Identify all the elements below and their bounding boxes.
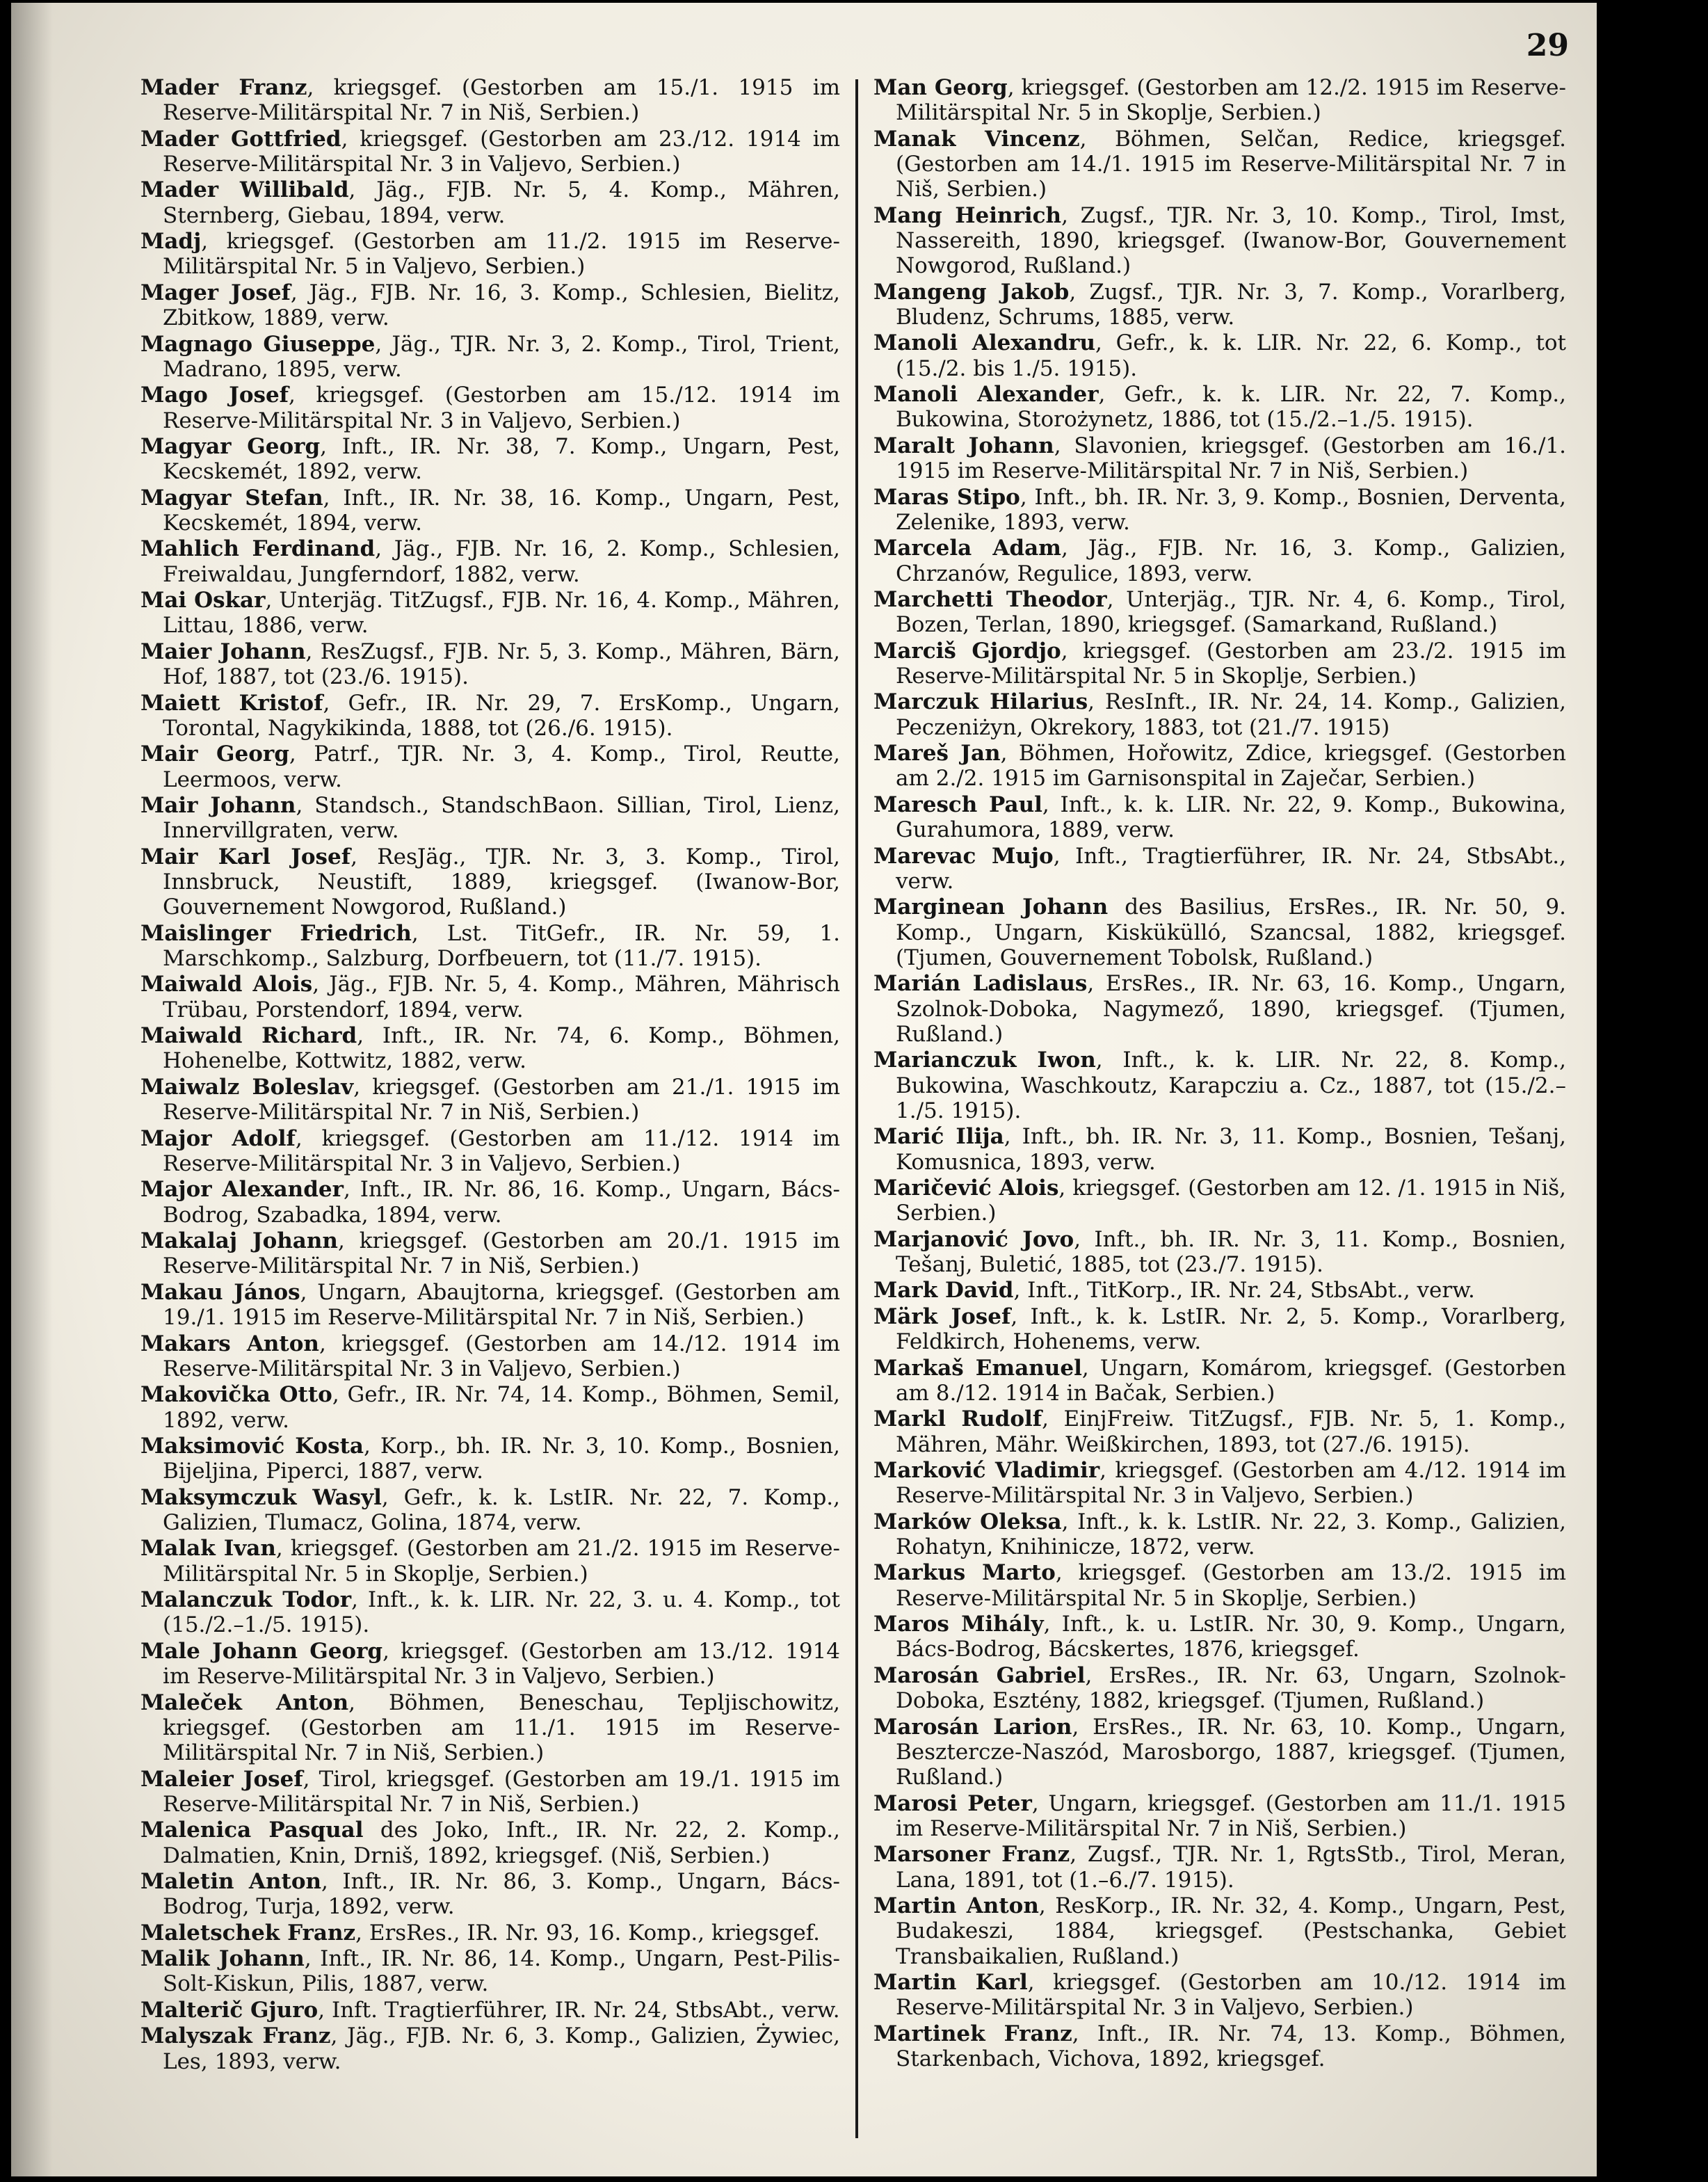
entry-name: Makars Anton — [140, 1331, 319, 1356]
entry-name: Manak Vincenz — [873, 126, 1080, 152]
entry-name: Markus Marto — [873, 1560, 1056, 1586]
entry-name: Maiwald Alois — [140, 972, 313, 997]
list-entry — [140, 2023, 840, 2074]
entry-name: Mai Oskar — [140, 588, 266, 613]
entry-name: Maiett Kristof — [140, 690, 323, 716]
list-entry — [140, 1280, 840, 1331]
entry-name: Marić Ilija — [873, 1124, 1004, 1150]
list-entry — [140, 434, 840, 485]
entry-details: , Inft., IR. Nr. 38, 7. Komp., Ungarn, Pest, Kecskemét, 1892, verw. — [163, 434, 840, 485]
entry-details: , Standsch., StandschBaon. Sillian, Tirol, Lienz, Innervillgraten, verw. — [163, 793, 840, 844]
entry-details: , kriegsgef. (Gestorben am 10./12. 1914 im Reserve-Militärspital Nr. 3 in Valjevo, Serbien.) — [896, 1970, 1566, 2021]
entry-name: Mangeng Jakob — [873, 279, 1070, 305]
right-column — [873, 75, 1566, 2072]
page-number: 29 — [1526, 28, 1569, 63]
list-entry — [873, 280, 1566, 330]
entry-name: Marković Vladimir — [873, 1458, 1100, 1484]
list-entry — [873, 639, 1566, 689]
entry-details: , Tirol, kriegsgef. (Gestorben am 19./1. 1915 im Reserve-Militärspital Nr. 7 in Niš, Serbien.) — [163, 1766, 840, 1817]
entry-name: Maričević Alois — [873, 1175, 1059, 1201]
list-entry — [140, 177, 840, 228]
list-entry — [140, 1126, 840, 1177]
list-entry — [140, 741, 840, 792]
entry-name: Maletin Anton — [140, 1868, 322, 1894]
list-entry — [140, 588, 840, 639]
entry-details: , Inft., IR. Nr. 86, 16. Komp., Ungarn, Bács-Bodrog, Szabadka, 1894, verw. — [163, 1177, 840, 1228]
list-entry — [873, 485, 1566, 536]
left-column — [140, 75, 840, 2075]
entry-name: Mark David — [873, 1278, 1014, 1303]
entry-details: , Jäg., TJR. Nr. 3, 2. Komp., Tirol, Trient, Madrano, 1895, verw. — [163, 331, 841, 382]
entry-details: , kriegsgef. (Gestorben am 13./12. 1914 im Reserve-Militärspital Nr. 3 in Valjevo, Serbien.) — [163, 1638, 840, 1690]
entry-details: , Gefr., k. k. LIR. Nr. 22, 7. Komp., Bukowina, Storożynetz, 1886, tot (15./2.–1./5. 1915). — [896, 382, 1566, 433]
list-entry — [140, 1485, 840, 1536]
entry-details: , kriegsgef. (Gestorben am 11./2. 1915 im Reserve-Militärspital Nr. 5 in Valjevo, Serbien.) — [163, 229, 840, 280]
entry-details: , Patrf., TJR. Nr. 3, 4. Komp., Tirol, Reutte, Leermoos, verw. — [163, 741, 840, 792]
entry-name: Mader Willibald — [140, 177, 349, 203]
list-entry — [140, 127, 840, 177]
entry-details: , Inft., k. k. LIR. Nr. 22, 3. u. 4. Komp., tot (15./2.–1./5. 1915). — [163, 1587, 840, 1638]
entry-details: , ResJäg., TJR. Nr. 3, 3. Komp., Tirol, Innsbruck, Neustift, 1889, kriegsgef. (Iwanow-Bor, Gouvernement Nowgorod, Rußland.) — [163, 844, 841, 920]
entry-details: , Inft., IR. Nr. 86, 3. Komp., Ungarn, Bács-Bodrog, Turja, 1892, verw. — [163, 1868, 841, 1920]
entry-name: Mair Karl Josef — [140, 844, 351, 869]
list-entry — [873, 1715, 1566, 1790]
entry-name: Madj — [140, 229, 202, 255]
entry-details: , ErsRes., IR. Nr. 63, 16. Komp., Ungarn, Szolnok-Doboka, Nagymező, 1890, kriegsgef. (Tjumen, Rußland.) — [896, 971, 1566, 1047]
entry-details: , Zugsf., TJR. Nr. 1, RgtsStb., Tirol, Meran, Lana, 1891, tot (1.–6./7. 1915). — [896, 1842, 1566, 1893]
entry-details: , kriegsgef. (Gestorben am 13./2. 1915 im Reserve-Militärspital Nr. 5 in Skoplje, Serbien.) — [896, 1560, 1566, 1611]
list-entry — [873, 382, 1566, 433]
entry-details: , Zugsf., TJR. Nr. 3, 10. Komp., Tirol, Imst, Nassereith, 1890, kriegsgef. (Iwanow-Bor, Gouvernement Nowgorod, Rußland.) — [896, 202, 1566, 279]
entry-details: des Joko, Inft., IR. Nr. 22, 2. Komp., Dalmatien, Knin, Drniš, 1892, kriegsgef. (Niš, Serbien.) — [163, 1818, 840, 1868]
entry-name: Marcela Adam — [873, 536, 1061, 561]
entry-details: , ErsRes., IR. Nr. 93, 16. Komp., kriegsgef. — [355, 1920, 821, 1946]
entry-name: Markl Rudolf — [873, 1406, 1042, 1432]
list-entry — [873, 741, 1566, 792]
entry-details: , Jäg., FJB. Nr. 5, 4. Komp., Mähren, Sternberg, Giebau, 1894, verw. — [163, 177, 840, 228]
entry-details: , ErsRes., IR. Nr. 63, 10. Komp., Ungarn, Besztercze-Naszód, Marosborgo, 1887, kriegsgef. (Tjumen, Rußland.) — [896, 1714, 1566, 1790]
entry-name: Marsoner Franz — [873, 1842, 1070, 1868]
list-entry — [140, 486, 840, 536]
entry-name: Man Georg — [873, 75, 1008, 100]
list-entry — [140, 1331, 840, 1382]
entry-name: Markaš Emanuel — [873, 1355, 1082, 1381]
list-entry — [140, 1382, 840, 1433]
list-entry — [140, 332, 840, 383]
list-entry — [140, 383, 840, 433]
entry-name: Marciš Gjordjo — [873, 638, 1061, 664]
entry-details: , Böhmen, Beneschau, Tepljischowitz, kriegsgef. (Gestorben am 11./1. 1915 im Reserve-Militärspital Nr. 7 in Niš, Serbien.) — [163, 1690, 840, 1766]
column-divider — [855, 79, 858, 2138]
entry-details: , Inft., bh. IR. Nr. 3, 11. Komp., Bosnien, Tešanj, Komusnica, 1893, verw. — [896, 1124, 1566, 1175]
entry-name: Mair Johann — [140, 793, 296, 819]
entry-name: Mago Josef — [140, 383, 289, 408]
entry-details: , Jäg., FJB. Nr. 16, 2. Komp., Schlesien, Freiwaldau, Jungferndorf, 1882, verw. — [163, 536, 840, 587]
entry-name: Magnago Giuseppe — [140, 331, 376, 357]
list-entry — [873, 1176, 1566, 1226]
entry-name: Major Alexander — [140, 1177, 344, 1203]
list-entry — [873, 844, 1566, 895]
list-entry — [140, 691, 840, 741]
list-entry — [873, 1560, 1566, 1611]
list-entry — [873, 895, 1566, 970]
entry-details: , Gefr., k. k. LstIR. Nr. 22, 7. Komp., Galizien, Tlumacz, Golina, 1874, verw. — [163, 1484, 840, 1535]
list-entry — [873, 1406, 1566, 1457]
entry-name: Marginean Johann — [873, 895, 1109, 920]
list-entry — [873, 75, 1566, 126]
entry-details: , kriegsgef. (Gestorben am 15./12. 1914 im Reserve-Militärspital Nr. 3 in Valjevo, Serbien.) — [163, 383, 840, 433]
entry-name: Maksymczuk Wasyl — [140, 1484, 382, 1510]
list-entry — [140, 1639, 840, 1690]
list-entry — [140, 1228, 840, 1279]
entry-name: Marián Ladislaus — [873, 971, 1088, 997]
entry-name: Marchetti Theodor — [873, 587, 1107, 612]
entry-name: Marosi Peter — [873, 1790, 1032, 1816]
entry-details: , Inft., k. k. LIR. Nr. 22, 8. Komp., Bukowina, Waschkoutz, Karapcziu a. Cz., 1887, tot (15./2.–1./5. 1915). — [896, 1048, 1566, 1123]
list-entry — [873, 1663, 1566, 1714]
list-entry — [140, 75, 840, 126]
entry-details: , Böhmen, Hořowitz, Zdice, kriegsgef. (Gestorben am 2./2. 1915 im Garnisonspital in Zaječar, Serbien.) — [896, 741, 1567, 792]
entry-details: , Inft., k. u. LstIR. Nr. 30, 9. Komp., Ungarn, Bács-Bodrog, Bácskertes, 1876, kriegsgef. — [896, 1612, 1566, 1662]
list-entry — [873, 1458, 1566, 1509]
entry-name: Malik Johann — [140, 1946, 305, 1972]
list-entry — [873, 1893, 1566, 1969]
entry-name: Malanczuk Todor — [140, 1587, 352, 1613]
list-entry — [873, 127, 1566, 202]
list-entry — [873, 1278, 1566, 1303]
entry-details: , kriegsgef. (Gestorben am 14./12. 1914 im Reserve-Militärspital Nr. 3 in Valjevo, Serbien.) — [163, 1331, 841, 1381]
document-page — [11, 3, 1597, 2176]
list-entry — [140, 280, 840, 331]
entry-name: Malyszak Franz — [140, 2023, 331, 2049]
list-entry — [140, 1075, 840, 1125]
entry-name: Maislinger Friedrich — [140, 920, 412, 946]
entry-details: , kriegsgef. (Gestorben am 12./2. 1915 im Reserve-Militärspital Nr. 5 in Skoplje, Serbien.) — [896, 75, 1566, 126]
entry-name: Maleier Josef — [140, 1766, 303, 1792]
list-entry — [873, 971, 1566, 1047]
entry-name: Marjanović Jovo — [873, 1226, 1074, 1252]
entry-details: , Unterjäg., TJR. Nr. 4, 6. Komp., Tirol, Bozen, Terlan, 1890, kriegsgef. (Samarkand, Rußland.) — [896, 587, 1566, 638]
list-entry — [140, 921, 840, 972]
entry-details: , kriegsgef. (Gestorben am 21./1. 1915 im Reserve-Militärspital Nr. 7 in Niš, Serbien.) — [163, 1074, 840, 1125]
list-entry — [873, 1612, 1566, 1662]
entry-name: Maresch Paul — [873, 792, 1042, 817]
list-entry — [140, 536, 840, 587]
entry-details: , kriegsgef. (Gestorben am 12. /1. 1915 in Niš, Serbien.) — [896, 1175, 1566, 1226]
entry-details: , Slavonien, kriegsgef. (Gestorben am 16./1. 1915 im Reserve-Militärspital Nr. 7 in Niš, Serbien.) — [896, 433, 1566, 484]
entry-details: , Inft., k. k. LstIR. Nr. 22, 3. Komp., Galizien, Rohatyn, Knihinicze, 1872, verw. — [896, 1509, 1566, 1560]
list-entry — [140, 1587, 840, 1638]
entry-details: , kriegsgef. (Gestorben am 4./12. 1914 im Reserve-Militärspital Nr. 3 in Valjevo, Serbien.) — [896, 1458, 1567, 1509]
list-entry — [140, 1023, 840, 1074]
entry-details: , Jäg., FJB. Nr. 5, 4. Komp., Mähren, Mährisch Trübau, Porstendorf, 1894, verw. — [163, 972, 840, 1022]
entry-name: Mager Josef — [140, 280, 291, 305]
entry-name: Makau János — [140, 1279, 300, 1305]
list-entry — [873, 1304, 1566, 1355]
list-entry — [140, 1434, 840, 1484]
entry-details: , Inft., Tragtierführer, IR. Nr. 24, StbsAbt., verw. — [896, 843, 1566, 894]
entry-details: , ResInft., IR. Nr. 24, 14. Komp., Galizien, Peczeniżyn, Okrekory, 1883, tot (21./7. 1915) — [896, 689, 1566, 740]
list-entry — [140, 844, 840, 920]
entry-details: , Inft., k. k. LIR. Nr. 22, 9. Komp., Bukowina, Gurahumora, 1889, verw. — [896, 792, 1566, 843]
entry-name: Magyar Georg — [140, 434, 321, 460]
list-entry — [873, 2021, 1566, 2072]
list-entry — [873, 330, 1566, 381]
list-entry — [873, 1970, 1566, 2021]
entry-name: Malak Ivan — [140, 1536, 276, 1562]
list-entry — [140, 1767, 840, 1818]
entry-details: , Lst. TitGefr., IR. Nr. 59, 1. Marschkomp., Salzburg, Dorfbeuern, tot (11./7. 1915). — [163, 920, 840, 972]
list-entry — [140, 1690, 840, 1766]
list-entry — [873, 1509, 1566, 1560]
list-entry — [873, 1356, 1566, 1406]
page-edge-shadow — [11, 3, 53, 2176]
entry-name: Major Adolf — [140, 1125, 296, 1151]
entry-details: , Ungarn, Abaujtorna, kriegsgef. (Gestorben am 19./1. 1915 im Reserve-Militärspital Nr. 7 in Niš, Serbien.) — [163, 1279, 840, 1331]
entry-name: Malterič Gjuro — [140, 1997, 319, 2023]
entry-name: Mader Gottfried — [140, 126, 341, 152]
list-entry — [873, 1842, 1566, 1893]
list-entry — [873, 1048, 1566, 1123]
list-entry — [140, 1998, 840, 2023]
entry-details: , Zugsf., TJR. Nr. 3, 7. Komp., Vorarlberg, Bludenz, Schrums, 1885, verw. — [896, 279, 1566, 330]
entry-name: Mareš Jan — [873, 741, 1001, 767]
entry-name: Maier Johann — [140, 639, 306, 664]
list-entry — [140, 1946, 840, 1997]
list-entry — [873, 536, 1566, 586]
entry-name: Märk Josef — [873, 1303, 1011, 1329]
entry-name: Mader Franz — [140, 75, 307, 100]
entry-details: , Inft., bh. IR. Nr. 3, 9. Komp., Bosnien, Derventa, Zelenike, 1893, verw. — [896, 484, 1566, 535]
entry-details: , Böhmen, Selčan, Redice, kriegsgef. (Gestorben am 14./1. 1915 im Reserve-Militärspital Nr. 7 in Niš, Serbien.) — [896, 126, 1566, 202]
list-entry — [140, 1869, 840, 1920]
list-entry — [140, 1177, 840, 1228]
entry-name: Maras Stipo — [873, 484, 1020, 510]
entry-name: Mair Georg — [140, 741, 289, 767]
list-entry — [873, 689, 1566, 740]
entry-name: Maletschek Franz — [140, 1920, 356, 1946]
entry-details: , Inft., IR. Nr. 74, 13. Komp., Böhmen, Starkenbach, Vichova, 1892, kriegsgef. — [896, 2021, 1566, 2072]
list-entry — [140, 793, 840, 844]
entry-name: Magyar Stefan — [140, 485, 323, 511]
entry-details: , Jäg., FJB. Nr. 16, 3. Komp., Schlesien, Bielitz, Zbitkow, 1889, verw. — [163, 280, 840, 331]
entry-name: Marczuk Hilarius — [873, 689, 1088, 715]
entry-details: , EinjFreiw. TitZugsf., FJB. Nr. 5, 1. Komp., Mähren, Mähr. Weißkirchen, 1893, tot (27./6. 1915). — [896, 1406, 1566, 1457]
entry-name: Martinek Franz — [873, 2021, 1072, 2046]
list-entry — [873, 587, 1566, 638]
list-entry — [140, 229, 840, 280]
list-entry — [140, 1818, 840, 1868]
entry-name: Maiwalz Boleslav — [140, 1074, 354, 1100]
list-entry — [140, 1920, 840, 1946]
entry-details: , Inft. Tragtierführer, IR. Nr. 24, StbsAbt., verw. — [318, 1997, 840, 2023]
entry-name: Mahlich Ferdinand — [140, 536, 376, 562]
entry-details: , ErsRes., IR. Nr. 63, Ungarn, Szolnok-Doboka, Esztény, 1882, kriegsgef. (Tjumen, Rußland.) — [896, 1662, 1566, 1714]
entry-details: , kriegsgef. (Gestorben am 23./12. 1914 im Reserve-Militärspital Nr. 3 in Valjevo, Serbien.) — [163, 126, 840, 177]
entry-name: Makovička Otto — [140, 1382, 332, 1408]
entry-details: , ResZugsf., FJB. Nr. 5, 3. Komp., Mähren, Bärn, Hof, 1887, tot (23./6. 1915). — [163, 639, 841, 690]
entry-details: , Ungarn, Komárom, kriegsgef. (Gestorben am 8./12. 1914 in Bačak, Serbien.) — [896, 1355, 1566, 1406]
entry-name: Maiwald Richard — [140, 1023, 357, 1049]
entry-details: , Jäg., FJB. Nr. 6, 3. Komp., Galizien, Żywiec, Les, 1893, verw. — [163, 2023, 840, 2074]
entry-name: Marevac Mujo — [873, 843, 1054, 869]
list-entry — [140, 1536, 840, 1587]
entry-details: , Gefr., IR. Nr. 29, 7. ErsKomp., Ungarn, Torontal, Nagykikinda, 1888, tot (26./6. 1915). — [163, 690, 840, 741]
entry-details: , kriegsgef. (Gestorben am 23./2. 1915 im Reserve-Militärspital Nr. 5 in Skoplje, Serbien.) — [896, 638, 1566, 689]
entry-details: , Unterjäg. TitZugsf., FJB. Nr. 16, 4. Komp., Mähren, Littau, 1886, verw. — [163, 588, 840, 639]
list-entry — [140, 972, 840, 1022]
entry-details: , Jäg., FJB. Nr. 16, 3. Komp., Galizien, Chrzanów, Regulice, 1893, verw. — [896, 536, 1567, 586]
entry-name: Maros Mihály — [873, 1612, 1044, 1637]
list-entry — [873, 203, 1566, 279]
list-entry — [873, 792, 1566, 843]
entry-name: Martin Karl — [873, 1970, 1028, 1996]
entry-name: Marianczuk Iwon — [873, 1048, 1096, 1073]
entry-name: Martin Anton — [873, 1893, 1039, 1919]
entry-name: Marosán Gabriel — [873, 1662, 1086, 1688]
entry-name: Maksimović Kosta — [140, 1433, 364, 1459]
list-entry — [873, 1791, 1566, 1842]
entry-details: , Gefr., IR. Nr. 74, 14. Komp., Böhmen, Semil, 1892, verw. — [163, 1382, 840, 1433]
entry-name: Manoli Alexander — [873, 382, 1099, 408]
entry-details: , Inft., IR. Nr. 86, 14. Komp., Ungarn, Pest-Pilis-Solt-Kiskun, Pilis, 1887, verw. — [163, 1946, 840, 1997]
entry-details: , Inft., TitKorp., IR. Nr. 24, StbsAbt., verw. — [1013, 1278, 1475, 1303]
entry-name: Marosán Larion — [873, 1714, 1072, 1740]
entry-name: Maralt Johann — [873, 433, 1054, 458]
entry-name: Maleček Anton — [140, 1690, 349, 1715]
list-entry — [873, 433, 1566, 484]
entry-details: , Inft., IR. Nr. 38, 16. Komp., Ungarn, Pest, Kecskemét, 1894, verw. — [163, 485, 840, 536]
entry-name: Malenica Pasqual — [140, 1818, 364, 1843]
entry-details: , Ungarn, kriegsgef. (Gestorben am 11./1. 1915 im Reserve-Militärspital Nr. 7 in Niš, Serbien.) — [896, 1790, 1566, 1841]
entry-name: Marków Oleksa — [873, 1509, 1062, 1534]
list-entry — [873, 1227, 1566, 1278]
entry-details: , Gefr., k. k. LIR. Nr. 22, 6. Komp., tot (15./2. bis 1./5. 1915). — [896, 330, 1567, 381]
entry-details: , Inft., bh. IR. Nr. 3, 11. Komp., Bosnien, Tešanj, Buletić, 1885, tot (23./7. 1915). — [896, 1226, 1566, 1277]
entry-name: Male Johann Georg — [140, 1638, 383, 1664]
list-entry — [873, 1124, 1566, 1175]
entry-details: , kriegsgef. (Gestorben am 21./2. 1915 im Reserve-Militärspital Nr. 5 in Skoplje, Serbien.) — [163, 1536, 840, 1587]
entry-details: , Inft., IR. Nr. 74, 6. Komp., Böhmen, Hohenelbe, Kottwitz, 1882, verw. — [163, 1023, 840, 1074]
entry-details: , kriegsgef. (Gestorben am 11./12. 1914 im Reserve-Militärspital Nr. 3 in Valjevo, Serbien.) — [163, 1125, 841, 1176]
list-entry — [140, 639, 840, 690]
entry-details: , Inft., k. k. LstIR. Nr. 2, 5. Komp., Vorarlberg, Feldkirch, Hohenems, verw. — [896, 1303, 1566, 1355]
entry-name: Makalaj Johann — [140, 1228, 338, 1254]
entry-details: , ResKorp., IR. Nr. 32, 4. Komp., Ungarn, Pest, Budakeszi, 1884, kriegsgef. (Pestschanka, Gebiet Transbaikalien, Rußland.) — [896, 1893, 1566, 1969]
entry-name: Manoli Alexandru — [873, 330, 1096, 356]
entry-details: des Basilius, ErsRes., IR. Nr. 50, 9. Komp., Ungarn, Kiskükülló, Szancsal, 1882, kriegsgef. (Tjumen, Gouvernement Tobolsk, Rußland.) — [896, 895, 1566, 970]
entry-name: Mang Heinrich — [873, 202, 1062, 228]
entry-details: , Korp., bh. IR. Nr. 3, 10. Komp., Bosnien, Bijeljina, Piperci, 1887, verw. — [163, 1433, 840, 1484]
entry-details: , kriegsgef. (Gestorben am 15./1. 1915 im Reserve-Militärspital Nr. 7 in Niš, Serbien.) — [163, 75, 841, 126]
entry-details: , kriegsgef. (Gestorben am 20./1. 1915 im Reserve-Militärspital Nr. 7 in Niš, Serbien.) — [163, 1228, 841, 1279]
